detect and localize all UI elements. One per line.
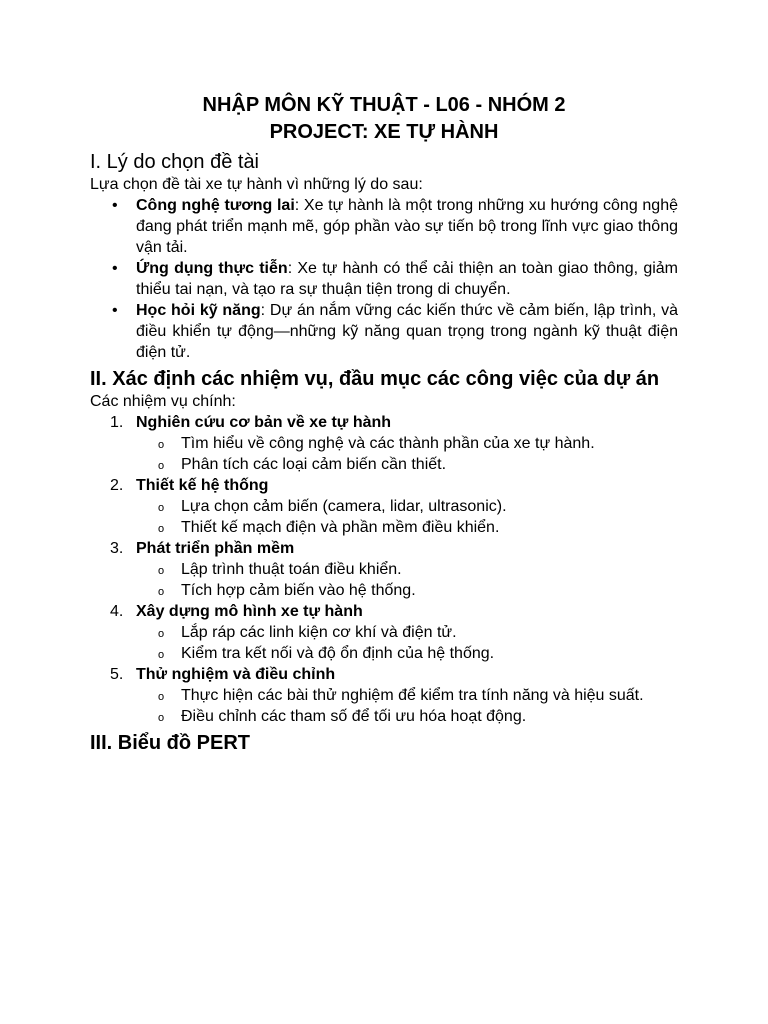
reason-text: : Xe tự hành có thể cải thiện an toàn giao thông, giảm thiểu tai nạn, và tạo ra sự thuận tiện trong di chuyển. — [136, 260, 679, 298]
subtask-text: Thiết kế mạch điện và phần mềm điều khiển. — [181, 519, 500, 536]
section1-heading: I. Lý do chọn đề tài — [90, 151, 260, 173]
circle-bullet-icon: o — [158, 460, 165, 472]
subtask-item — [136, 622, 678, 643]
list-item — [90, 195, 678, 258]
bullet-icon: • — [112, 302, 118, 319]
document-title-line1: NHẬP MÔN KỸ THUẬT - L06 - NHÓM 2 — [202, 94, 566, 116]
subtask-list — [136, 685, 678, 727]
tasks-list — [90, 412, 678, 727]
circle-bullet-icon: o — [158, 628, 165, 640]
subtask-list — [136, 496, 678, 538]
circle-bullet-icon: o — [158, 439, 165, 451]
reason-label: Học hỏi kỹ năng — [136, 302, 261, 319]
list-item — [90, 300, 678, 363]
section3-heading: III. Biểu đồ PERT — [90, 732, 251, 754]
task-title: Xây dựng mô hình xe tự hành — [136, 603, 363, 620]
document-title-line2: PROJECT: XE TỰ HÀNH — [269, 121, 499, 143]
task-item — [90, 601, 678, 664]
circle-bullet-icon: o — [158, 649, 165, 661]
section2-heading: II. Xác định các nhiệm vụ, đầu mục các công việc của dự án — [90, 368, 660, 390]
circle-bullet-icon: o — [158, 712, 165, 724]
subtask-item — [136, 433, 678, 454]
circle-bullet-icon: o — [158, 691, 165, 703]
reasons-list — [90, 195, 678, 363]
task-number: 5. — [110, 666, 124, 683]
subtask-text: Tích hợp cảm biến vào hệ thống. — [181, 582, 416, 599]
reason-label: Ứng dụng thực tiễn — [136, 260, 288, 277]
subtask-text: Lập trình thuật toán điều khiển. — [181, 561, 402, 578]
subtask-list — [136, 559, 678, 601]
task-title: Nghiên cứu cơ bản về xe tự hành — [136, 414, 392, 431]
subtask-item — [136, 643, 678, 664]
bullet-icon: • — [112, 197, 118, 214]
subtask-item — [136, 685, 678, 706]
subtask-list — [136, 622, 678, 664]
subtask-text: Điều chỉnh các tham số để tối ưu hóa hoạt động. — [181, 708, 527, 725]
subtask-item — [136, 496, 678, 517]
task-title: Phát triển phần mềm — [136, 540, 295, 557]
reason-text: : Xe tự hành là một trong những xu hướng công nghệ đang phát triển mạnh mẽ, góp phần vào sự tiến bộ trong lĩnh vực giao thông vận tải. — [136, 197, 678, 256]
subtask-item — [136, 580, 678, 601]
subtask-text: Lựa chọn cảm biến (camera, lidar, ultrasonic). — [181, 498, 507, 515]
subtask-item — [136, 454, 678, 475]
reason-label: Công nghệ tương lai — [136, 197, 295, 214]
subtask-text: Phân tích các loại cảm biến cần thiết. — [181, 456, 447, 473]
task-title: Thiết kế hệ thống — [136, 477, 269, 494]
task-number: 1. — [110, 414, 124, 431]
task-item — [90, 664, 678, 727]
circle-bullet-icon: o — [158, 586, 165, 598]
task-title: Thử nghiệm và điều chỉnh — [136, 666, 336, 683]
circle-bullet-icon: o — [158, 523, 165, 535]
subtask-text: Thực hiện các bài thử nghiệm để kiểm tra tính năng và hiệu suất. — [181, 687, 644, 704]
circle-bullet-icon: o — [158, 502, 165, 514]
task-number: 4. — [110, 603, 124, 620]
section1-intro: Lựa chọn đề tài xe tự hành vì những lý do sau: — [90, 176, 423, 193]
task-number: 3. — [110, 540, 124, 557]
subtask-text: Lắp ráp các linh kiện cơ khí và điện tử. — [181, 624, 457, 641]
subtask-item — [136, 559, 678, 580]
subtask-list — [136, 433, 678, 475]
subtask-item — [136, 517, 678, 538]
subtask-text: Tìm hiểu về công nghệ và các thành phần của xe tự hành. — [181, 435, 595, 452]
bullet-icon: • — [112, 260, 118, 277]
list-item — [90, 258, 678, 300]
reason-text: : Dự án nắm vững các kiến thức về cảm biến, lập trình, và điều khiển tự động—những kỹ năng quan trọng trong ngành kỹ thuật điện điện tử. — [136, 302, 679, 361]
subtask-text: Kiểm tra kết nối và độ ổn định của hệ thống. — [181, 645, 495, 662]
task-item — [90, 538, 678, 601]
document-body — [90, 92, 678, 755]
subtask-item — [136, 706, 678, 727]
task-item — [90, 412, 678, 475]
circle-bullet-icon: o — [158, 565, 165, 577]
section2-intro: Các nhiệm vụ chính: — [90, 393, 236, 410]
task-number: 2. — [110, 477, 124, 494]
task-item — [90, 475, 678, 538]
